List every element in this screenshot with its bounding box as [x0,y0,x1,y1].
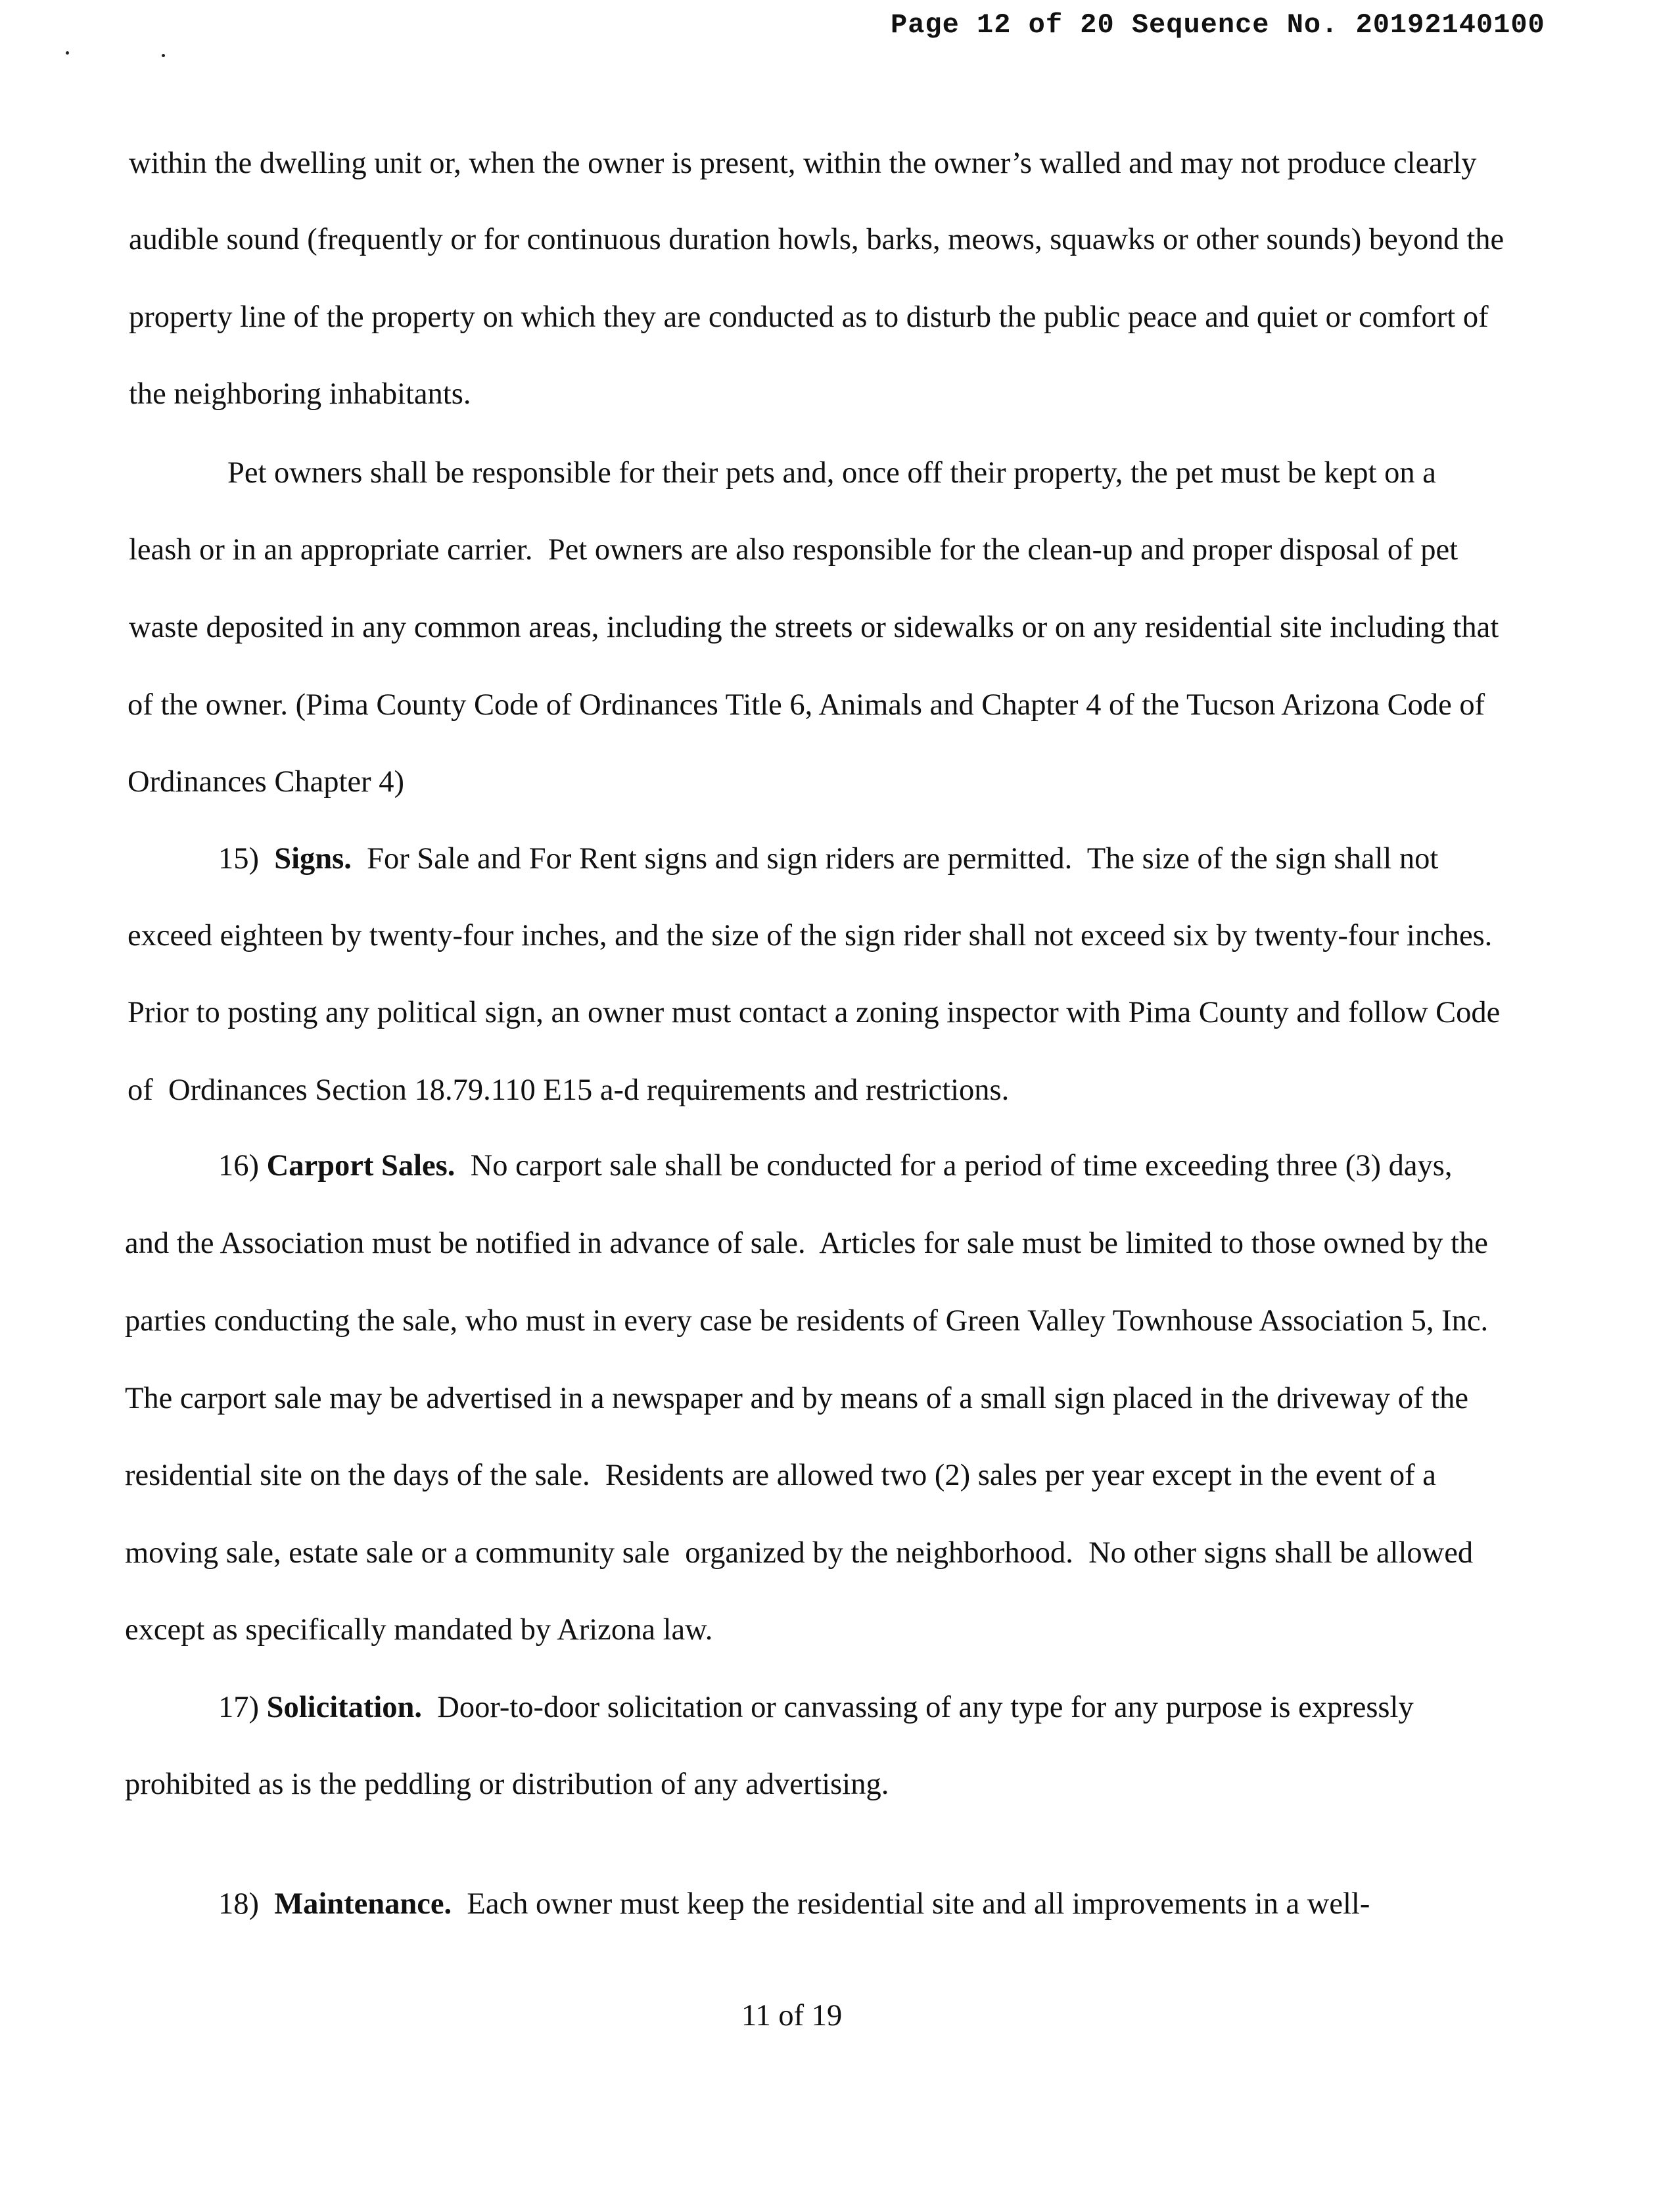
section-number: 18) [218,1887,259,1921]
body-line: within the dwelling unit or, when the owner is present, within the owner’s walled and may not produce clearly [129,147,1477,180]
scan-speck [66,51,69,55]
section-heading: Signs. [274,842,352,876]
section-17-solicitation [218,1693,1414,1724]
body-line: prohibited as is the peddling or distribution of any advertising. [125,1768,889,1801]
body-line: The carport sale may be advertised in a newspaper and by means of a small sign placed in the driveway of the [125,1382,1468,1415]
section-number: 15) [218,842,259,876]
section-16-carport-sales [218,1151,1452,1182]
scan-speck [162,54,165,57]
body-line: audible sound (frequently or for continuous duration howls, barks, meows, squawks or other sounds) beyond the [129,223,1505,256]
body-line: except as specifically mandated by Arizona law. [125,1613,713,1647]
body-line: residential site on the days of the sale. Residents are allowed two (2) sales per year except in the event of a [125,1459,1436,1492]
body-line: Pet owners shall be responsible for their pets and, once off their property, the pet must be kept on a [227,456,1436,490]
body-line: Ordinances Chapter 4) [128,765,404,799]
body-line: For Sale and For Rent signs and sign riders are permitted. The size of the sign shall not [367,842,1439,876]
body-line: the neighboring inhabitants. [129,377,471,411]
page-sequence-stamp: Page 12 of 20 Sequence No. 20192140100 [891,9,1545,41]
body-line: property line of the property on which they are conducted as to disturb the public peace and quiet or comfort of [129,300,1489,334]
body-line: leash or in an appropriate carrier. Pet owners are also responsible for the clean-up and proper disposal of pet [129,533,1458,567]
body-line: of Ordinances Section 18.79.110 E15 a-d requirements and restrictions. [128,1073,1010,1107]
body-line: Each owner must keep the residential site and all improvements in a well- [467,1887,1370,1921]
body-line: waste deposited in any common areas, including the streets or sidewalks or on any residential site including that [129,611,1499,644]
section-number: 16) [218,1149,259,1183]
page-number: 11 of 19 [741,1999,843,2032]
body-line: parties conducting the sale, who must in every case be residents of Green Valley Townhouse Association 5, Inc. [125,1304,1489,1338]
section-number: 17) [218,1691,259,1724]
section-15-signs [218,844,1438,875]
section-heading: Maintenance. [274,1887,452,1921]
body-line: and the Association must be notified in advance of sale. Articles for sale must be limited to those owned by the [125,1227,1488,1260]
section-heading: Carport Sales. [266,1149,455,1183]
body-line: Prior to posting any political sign, an owner must contact a zoning inspector with Pima County and follow Code [128,996,1501,1029]
body-line: Door-to-door solicitation or canvassing of any type for any purpose is expressly [437,1691,1414,1724]
section-heading: Solicitation. [266,1691,423,1724]
body-line: No carport sale shall be conducted for a period of time exceeding three (3) days, [470,1149,1453,1183]
body-line: moving sale, estate sale or a community sale organized by the neighborhood. No other signs shall be allowed [125,1536,1474,1570]
section-18-maintenance [218,1889,1370,1920]
body-line: exceed eighteen by twenty-four inches, and the size of the sign rider shall not exceed six by twenty-four inches. [128,919,1493,952]
body-line: of the owner. (Pima County Code of Ordinances Title 6, Animals and Chapter 4 of the Tucson Arizona Code of [128,688,1485,722]
